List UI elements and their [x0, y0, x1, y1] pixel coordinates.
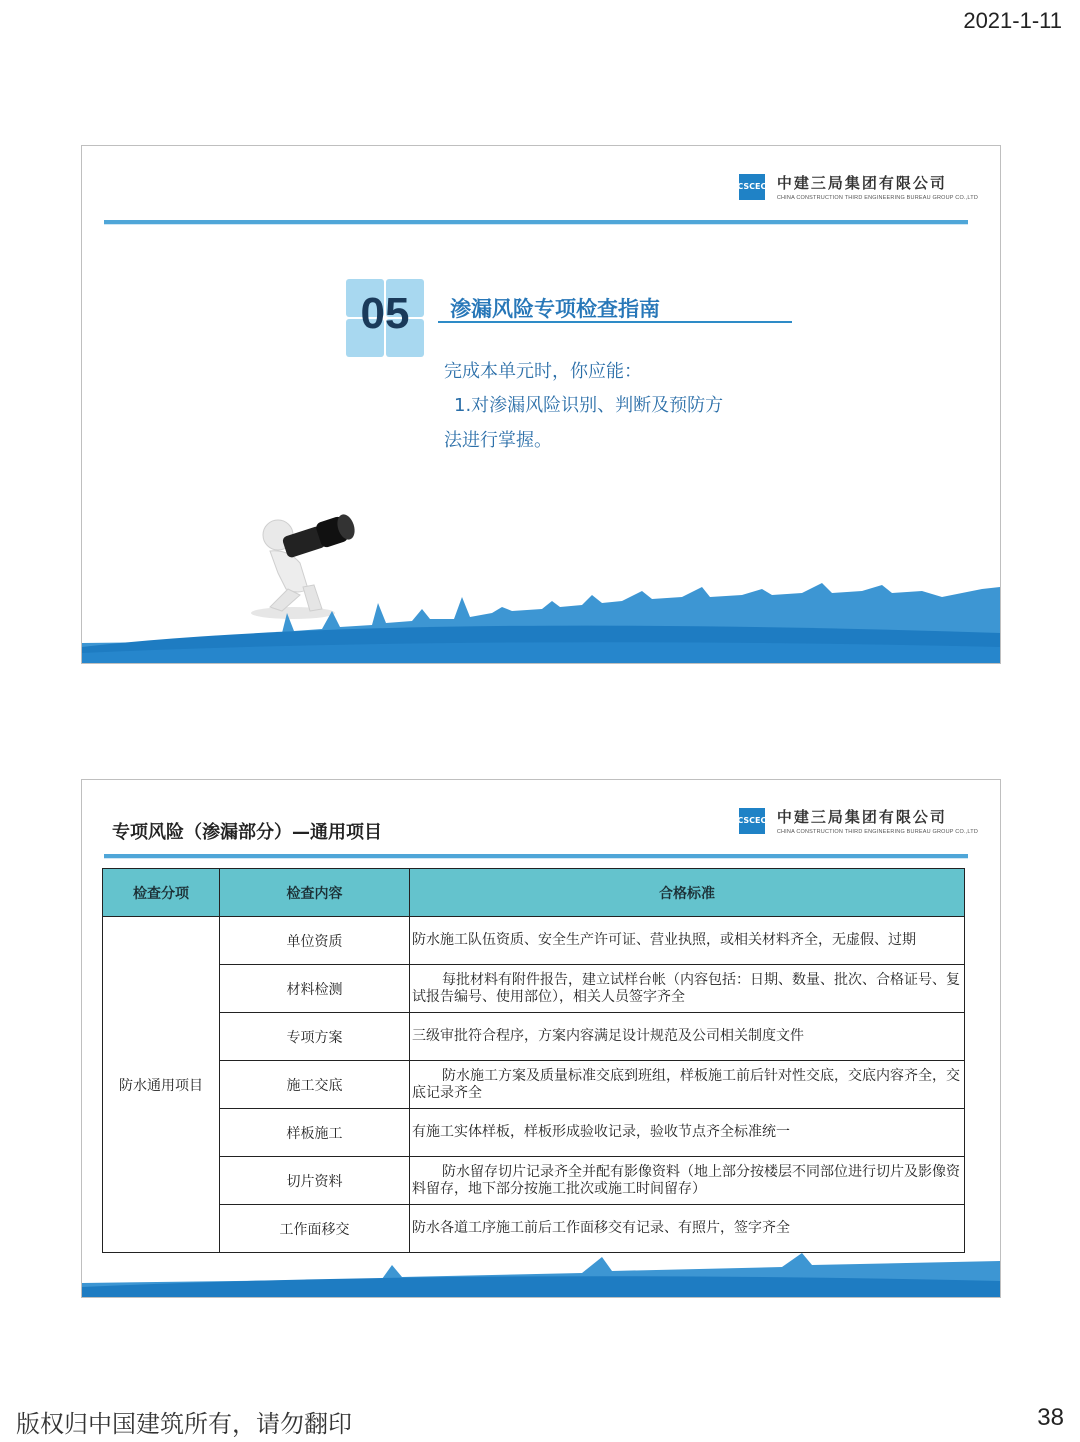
objective-intro: 完成本单元时，你应能：	[444, 361, 642, 382]
city-skyline-graphic	[82, 583, 1000, 663]
unit-number: 05	[360, 289, 410, 338]
title-underline	[438, 321, 792, 323]
item-cell: 切片资料	[220, 1157, 410, 1205]
print-date: 2021-1-11	[963, 8, 1062, 33]
table-row	[103, 1013, 965, 1061]
item-cell: 单位资质	[220, 917, 410, 965]
slide-unit-05	[81, 145, 1001, 664]
column-header-standard: 合格标准	[410, 869, 965, 917]
item-cell: 样板施工	[220, 1109, 410, 1157]
unit-title: 渗漏风险专项检查指南	[450, 297, 660, 321]
page-number: 38	[1037, 1404, 1064, 1431]
objective-item-continued: 法进行掌握。	[444, 430, 552, 451]
item-cell: 材料检测	[220, 965, 410, 1013]
table-row	[103, 1061, 965, 1109]
table-row	[103, 1205, 965, 1253]
table-row	[103, 917, 965, 965]
standard-cell: 三级审批符合程序，方案内容满足设计规范及公司相关制度文件	[410, 1013, 965, 1061]
unit-number-badge	[346, 279, 424, 357]
standard-cell: 防水施工方案及质量标准交底到班组，样板施工前后针对性交底，交底内容齐全，交底记录齐全	[410, 1061, 965, 1109]
company-name-en: CHINA CONSTRUCTION THIRD ENGINEERING BUREAU GROUP CO.,LTD	[776, 195, 978, 201]
company-logo	[739, 172, 978, 201]
item-cell: 工作面移交	[220, 1205, 410, 1253]
company-name-cn: 中建三局集团有限公司	[776, 808, 947, 826]
standard-cell: 有施工实体样板，样板形成验收记录，验收节点齐全标准统一	[410, 1109, 965, 1157]
table-header-row	[103, 869, 965, 917]
company-logo-icon: CSCEC	[739, 808, 765, 834]
standard-cell: 防水施工队伍资质、安全生产许可证、营业执照，或相关材料齐全，无虚假、过期	[410, 917, 965, 965]
item-cell: 专项方案	[220, 1013, 410, 1061]
table-row	[103, 1157, 965, 1205]
slide-general-items	[81, 779, 1001, 1298]
company-logo	[739, 806, 978, 835]
company-logo-icon: CSCEC	[739, 174, 765, 200]
standard-cell: 每批材料有附件报告，建立试样台帐（内容包括：日期、数量、批次、合格证号、复试报告编号、使用部位），相关人员签字齐全	[410, 965, 965, 1013]
category-cell: 防水通用项目	[103, 917, 220, 1253]
company-name-cn: 中建三局集团有限公司	[776, 174, 947, 192]
column-header-category: 检查分项	[103, 869, 220, 917]
city-skyline-graphic	[82, 1247, 1000, 1297]
company-name-en: CHINA CONSTRUCTION THIRD ENGINEERING BUREAU GROUP CO.,LTD	[776, 829, 978, 835]
inspection-table	[102, 868, 965, 1253]
header-divider	[104, 220, 968, 225]
standard-cell: 防水留存切片记录齐全并配有影像资料（地上部分按楼层不同部位进行切片及影像资料留存，地下部分按施工批次或施工时间留存）	[410, 1157, 965, 1205]
standard-cell: 防水各道工序施工前后工作面移交有记录、有照片，签字齐全	[410, 1205, 965, 1253]
objective-item: 1.对渗漏风险识别、判断及预防方	[454, 395, 724, 416]
copyright-notice: 版权归中国建筑所有，请勿翻印	[16, 1410, 352, 1438]
column-header-content: 检查内容	[220, 869, 410, 917]
header-divider	[104, 854, 968, 859]
table-row	[103, 1109, 965, 1157]
slide-title: 专项风险（渗漏部分）—通用项目	[112, 822, 382, 843]
table-row	[103, 965, 965, 1013]
item-cell: 施工交底	[220, 1061, 410, 1109]
